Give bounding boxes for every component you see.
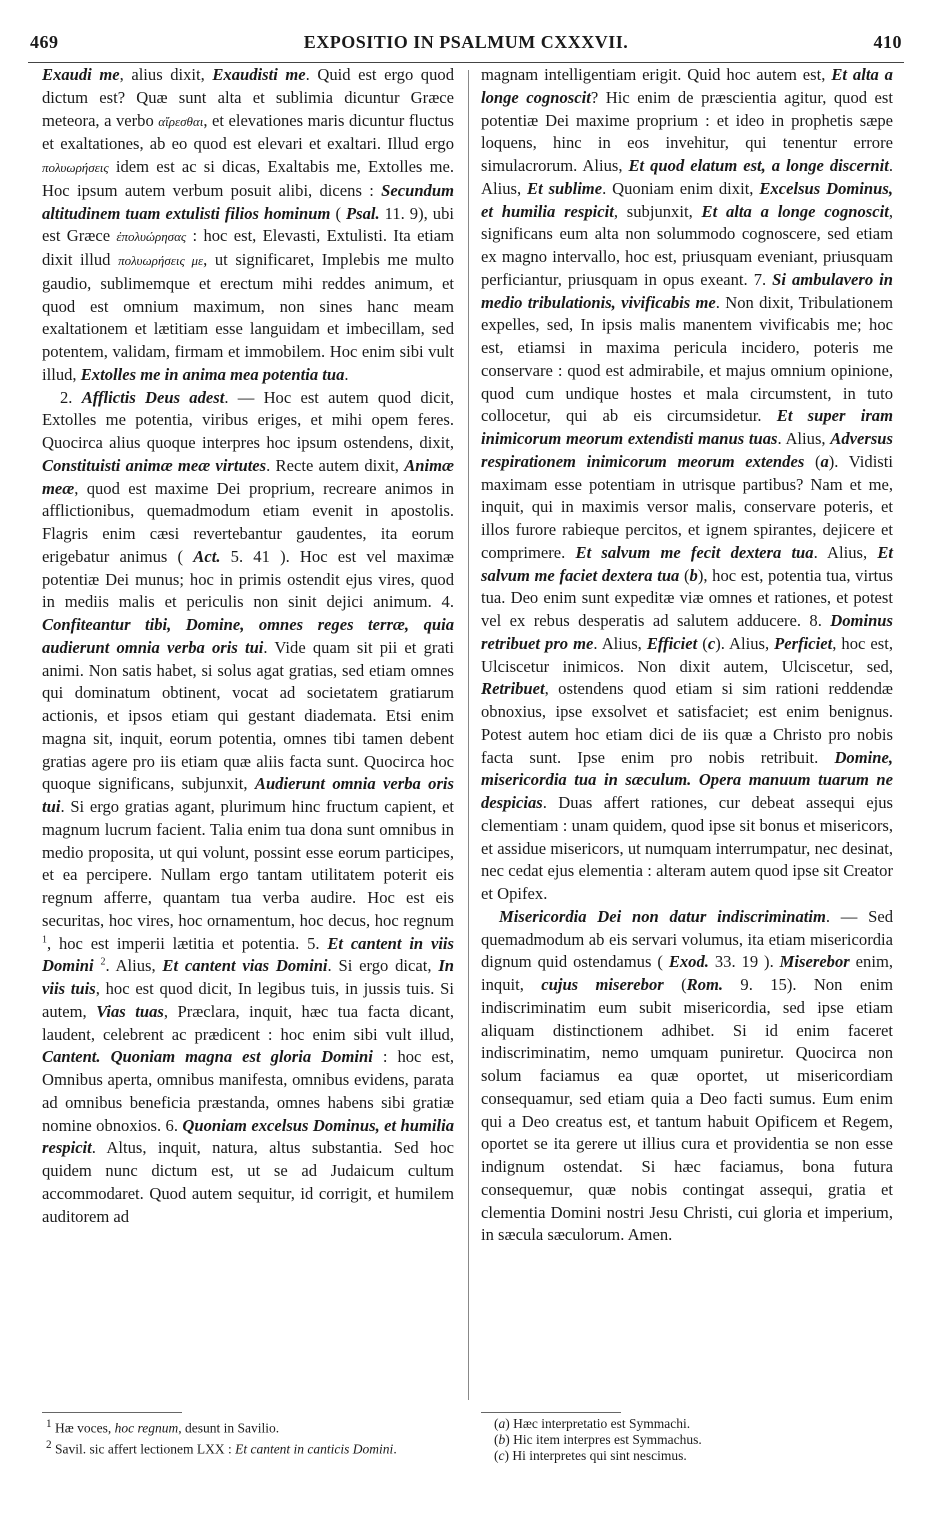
running-title: EXPOSITIO IN PSALMUM CXXXVII.: [303, 32, 629, 52]
footnotes-right: [494, 1416, 894, 1464]
footnotes-left: [46, 1416, 454, 1457]
footnote-1: $^1$ Hæ voces, hoc regnum, desunt in Savilio.: [46, 1418, 280, 1436]
footnote-a: (a) Hæc interpretatio est Symmachi.: [494, 1416, 691, 1431]
left-paragraph-1: Exaudi me, alius dixit, Exaudisti me. Quid est ergo quod dictum est? Quæ sunt alta et sublimia dicuntur Græce meteora, a verbo αἴρεσθαι, et elevationes maris dicuntur fluctus et exaltationes, ab eo quod est elevari et exaltari. Illud ergo πολυωρήσεις idem est ac si dicas, Exaltabis me, Extolles me. Hoc ipsum autem verbum posuit alibi, dicens : Secundum altitudinem tuam extulisti filios hominum ( Psal. 11. 9), ubi est Græce ἐπολυώρησας : hoc est, Elevasti, Extulisti. Ita etiam dixit illud πολυωρήσεις με, ut significaret, Implebis me multo gaudio, sublimemque et erectum mihi reddes animum, et quod est omnium maximum, non sines hanc meam exaltationem et lætitiam esse languidam et imbecillam, sed potentem, validam, firmam et immobilem. Hoc enim sibi vult illud, Extolles me in anima mea potentia tua.: [42, 65, 454, 384]
footnote-2: $^2$ Savil. sic affert lectionem LXX : Et cantent in canticis Domini.: [46, 1438, 397, 1456]
left-column: [42, 64, 454, 1228]
column-divider: [468, 70, 469, 1400]
right-paragraph-2: Misericordia Dei non datur indiscriminatim. — Sed quemadmodum ab eis servari volumus, ita etiam misericordia dignum quid ostendamus ( Exod. 33. 19 ). Miserebor enim, inquit, cujus miserebor (Rom. 9. 15). Non enim indiscriminatim eum subit misericordia, sed ipse etiam aliquam distinctionem adhibet. Si id enim faceret indiscriminatim, nemo umquam puniretur. Quocirca non solum faciamus ea quæ oportet, ut misericordiam consequamur, sed etiam quia a Deo facti sumus. Eum enim qui a Deo creatus est, et tantum habuit Opificem et Regem, oportet se ita gerere ut illius cura et providentia se non esse indignum ostendat. Si hæc faciamus, bona futura consequemur, quæ nobis contingat assequi, gratia et clementia Domini nostri Jesu Christi, cui gloria et imperium, in sæcula sæculorum. Amen.: [481, 906, 893, 1245]
footnote-rule-right: [481, 1412, 621, 1413]
page-number-left: 469: [30, 32, 59, 52]
right-column: [481, 64, 893, 1247]
footnote-rule-left: [42, 1412, 182, 1413]
footnote-b: (b) Hic item interpres est Symmachus.: [494, 1432, 702, 1447]
header-rule: [28, 62, 904, 63]
running-header: [30, 32, 902, 62]
right-paragraph-1: magnam intelligentiam erigit. Quid hoc autem est, Et alta a longe cognoscit? Hic enim de præscientia agitur, quod est potentiæ Dei maxime proprium : et ideo in prophetis sæpe loquens, hinc in eos invehitur, qui tenentur errore simulacrorum. Alius, Et quod elatum est, a longe discernit. Alius, Et sublime. Quoniam enim dixit, Excelsus Dominus, et humilia respicit, subjunxit, Et alta a longe cognoscit, significans eum alta non solummodo cognoscere, sed etiam ex magno intervallo, hoc est, priusquam eveniant, priusquam perficiantur, priusquam in opus exeant. 7. Si ambulavero in medio tribulationis, vivificabis me. Non dixit, Tribulationem expelles, sed, In ipsis malis manentem vivificabis me; hoc est, etiamsi in maxima pericula incidero, poteris me conservare : quod est admirabile, et majus omnium opinione, quod cum undique hostes et mala circumstent, in tuto collocetur, qui ab eis circumsidetur. Et super iram inimicorum meorum extendisti manus tuas. Alius, Adversus respirationem inimicorum meorum extendes (a). Vidisti maximam esse potentiam in utrisque partibus? Nam et me, inquit, qui in maximis versor malis, conservare poteris, et illos furore rabieque percitos, et ignem spirantes, dejicere et comprimere. Et salvum me fecit dextera tua. Alius, Et salvum me faciet dextera tua (b), hoc est, potentia tua, virtus tua. Deo enim sunt expeditæ viæ omnes et rationes, et potest vel ex rebus desperatis ad salutem adducere. 8. Dominus retribuet pro me. Alius, Efficiet (c). Alius, Perficiet, hoc est, Ulciscetur inimicos. Non dixit autem, Ulciscetur, sed, Retribuet, ostendens quod etiam si sim rationi reddendæ obnoxius, ipse exsolvet et satisfaciet; est enim benignus. Potest autem hoc etiam dici de iis quæ a Christo pro nobis facta sunt. Ipse enim pro nobis retribuit. Domine, misericordia tua in sæculum. Opera manuum tuarum ne despicias. Duas affert rationes, cur debeat assequi ejus clementiam : unam quidem, quod ipse sit bonus et misericors, et assidue misericors, ut numquam interrumpatur, nec desinat, nec cedat ejus elementia : alteram autem quod ipse sit Creator et Opifex.: [481, 65, 893, 903]
page-number-right: 410: [873, 32, 902, 52]
left-paragraph-2: 2. Afflictis Deus adest. — Hoc est autem quod dicit, Extolles me potentia, viribus eriges, et mihi opem feres. Quocirca alius quoque interpres hoc ipsum ostendens, dixit, Constituisti animæ meæ virtutes. Recte autem dixit, Animæ meæ, quod est maxime Dei proprium, recreare animos in afflictionibus, quemadmodum etiam evenit in apostolis. Flagris enim cæsi revertebantur gaudentes, ita eorum erigebatur animus ( Act. 5. 41 ). Hoc est vel maximæ potentiæ Dei munus; hoc in primis ostendit ejus vires, quod in mediis malis et periculis non sinit dejici animum. 4. Confiteantur tibi, Domine, omnes reges terræ, quia audierunt omnia verba oris tui. Vide quam sit pii et grati animi. Non satis habet, si solus agat gratias, sed etiam omnes qui dominatum obtinent, vocat ad societatem gratiarum actionis, et ipsos etiam qui gestant diademata. Etsi enim magna sit, inquit, eorum potentia, omnes tibi tamen debent gratias agere pro iis etiam quæ aliis facta sunt. Quocirca hoc quoque significans, subjunxit, Audierunt omnia verba oris tui. Si ergo gratias agant, plurimum hinc fructum capient, et magnum lucrum facient. Talia enim tua dona sunt omnibus in medio proposita, ut qui volunt, possint esse eorum participes, et ea percipere. Nullam ergo tantam utilitatem poterit eis regnum afferre, quantam tua verba audire. Hoc est eis securitas, hoc vires, hoc ornamentum, hoc decus, hoc regnum $^1$, hoc est imperii lætitia et potentia. 5. Et cantent in viis Domini $^2$. Alius, Et cantent vias Domini. Si ergo dicat, In viis tuis, hoc est quod dicit, In legibus tuis, in jussis tuis. Si autem, Vias tuas, Præclara, inquit, hæc tua facta dicant, laudent, celebrent ac prædicent : hoc enim sibi vult illud, Cantent. Quoniam magna est gloria Domini : hoc est, Omnibus aperta, omnibus manifesta, omnibus evidens, parata ad omnibus beneficia præstanda, omnes habens sibi gratiæ nomine obnoxios. 6. Quoniam excelsus Dominus, et humilia respicit. Altus, inquit, natura, altus substantia. Sed hoc quidem nunc dictum est, ut se ad Judaicum cultum accommodaret. Quod autem sequitur, id corrigit, et humilem auditorem ad: [42, 387, 455, 1226]
footnote-c: (c) Hi interpretes qui sint nescimus.: [494, 1448, 687, 1463]
